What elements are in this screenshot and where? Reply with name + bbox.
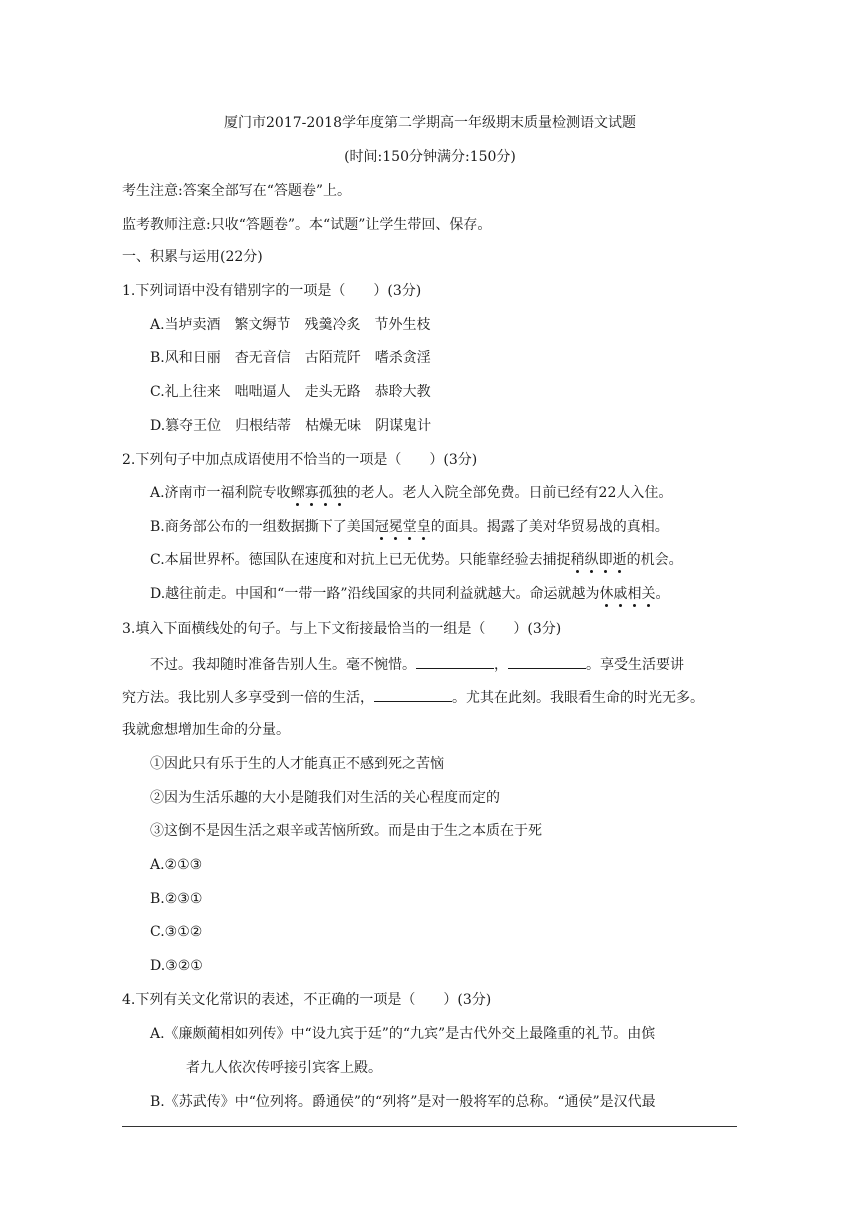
q3-option-a: A.②①③ (150, 857, 203, 873)
q1-option-c: C.礼上往来 咄咄逼人 走头无路 恭聆大教 (150, 384, 431, 400)
dotted-char: 冠 (374, 519, 389, 535)
q2-option-d (150, 584, 670, 604)
dotted-char: 关 (641, 586, 656, 602)
q1-option-a: A.当垆卖酒 繁文缛节 残羹冷炙 节外生枝 (150, 317, 431, 333)
page-footer-rule (122, 1126, 737, 1127)
answer-blank-3 (374, 687, 452, 702)
q1-option-b: B.风和日丽 杳无音信 古陌荒阡 嗜杀贪淫 (150, 350, 431, 366)
q3-passage-line-3: 我就愈想增加生命的分量。 (122, 722, 290, 738)
dotted-char: 鳏 (290, 485, 305, 501)
option-text-post: 的机会。 (626, 552, 683, 568)
student-notice: 考生注意:答案全部写在“答题卷”上。 (122, 183, 352, 199)
dotted-char: 堂 (402, 519, 417, 535)
dotted-char: 稍 (570, 552, 585, 568)
dotted-char: 即 (598, 552, 613, 568)
option-text-post: 。 (655, 586, 670, 602)
exam-subtitle: (时间:150分钟满分:150分) (344, 149, 516, 165)
option-text-pre: A.济南市一福利院专收 (150, 485, 291, 501)
dotted-char: 纵 (584, 552, 599, 568)
dotted-char: 孤 (318, 485, 333, 501)
exam-title: 厦门市2017-2018学年度第二学期高一年级期末质量检测语文试题 (224, 115, 636, 131)
dotted-char: 皇 (416, 519, 431, 535)
q2-option-a (150, 483, 672, 503)
q4-option-a-line-2: 者九人依次传呼接引宾客上殿。 (186, 1060, 382, 1076)
q4-option-a-line-1: A.《廉颇蔺相如列传》中“设九宾于廷”的“九宾”是古代外交上最隆重的礼节。由傧 (150, 1026, 656, 1042)
q3-option-b: B.②③① (150, 891, 203, 907)
passage-text: ， (494, 657, 508, 673)
question-3-stem: 3.填入下面横线处的句子。与上下文衔接最恰当的一组是（ ）(3分) (122, 621, 562, 637)
dotted-char: 休 (599, 586, 614, 602)
answer-blank-2 (508, 654, 586, 669)
q3-item-1: ①因此只有乐于生的人才能真正不感到死之苦恼 (150, 756, 444, 772)
q3-option-d: D.③②① (150, 958, 203, 974)
q2-option-b (150, 517, 669, 537)
option-text-post: 的面具。揭露了美对华贸易战的真相。 (430, 519, 669, 535)
option-text-pre: D.越往前走。中国和“一带一路”沿线国家的共同利益就越大。命运就越为 (150, 586, 600, 602)
passage-text: 。享受生活要讲 (586, 657, 684, 673)
section-heading: 一、积累与运用(22分) (122, 249, 263, 265)
option-text-post: 的老人。老人入院全部免费。日前已经有22人入住。 (346, 485, 673, 501)
q4-option-b-line-1: B.《苏武传》中“位列将。爵通侯”的“列将”是对一般将军的总称。“通侯”是汉代最 (150, 1094, 656, 1110)
option-text-pre: B.商务部公布的一组数据撕下了美国 (150, 519, 375, 535)
teacher-notice: 监考教师注意:只收“答题卷”。本“试题”让学生带回、保存。 (122, 217, 492, 233)
q3-option-c: C.③①② (150, 924, 203, 940)
dotted-char: 相 (627, 586, 642, 602)
q3-passage-line-1 (150, 654, 684, 675)
question-4-stem: 4.下列有关文化常识的表述，不正确的一项是（ ）(3分) (122, 992, 492, 1008)
dotted-char: 冕 (388, 519, 403, 535)
dotted-char: 戚 (613, 586, 628, 602)
passage-text: 。尤其在此刻。我眼看生命的时光无多。 (452, 690, 704, 706)
dotted-char: 独 (332, 485, 347, 501)
q3-item-2: ②因为生活乐趣的大小是随我们对生活的关心程度而定的 (150, 790, 500, 806)
q1-option-d: D.篡夺王位 归根结蒂 枯燥无味 阴谋鬼计 (150, 418, 432, 434)
option-text-pre: C.本届世界杯。德国队在速度和对抗上已无优势。只能靠经验去捕捉 (150, 552, 571, 568)
question-1-stem: 1.下列词语中没有错别字的一项是（ ）(3分) (122, 283, 422, 299)
dotted-char: 逝 (612, 552, 627, 568)
q3-item-3: ③这倒不是因生活之艰辛或苦恼所致。而是由于生之本质在于死 (150, 823, 542, 839)
passage-text: 不过。我却随时准备告别人生。毫不惋惜。 (150, 657, 416, 673)
dotted-char: 寡 (304, 485, 319, 501)
q3-passage-line-2 (122, 687, 704, 708)
answer-blank-1 (416, 654, 494, 669)
question-2-stem: 2.下列句子中加点成语使用不恰当的一项是（ ）(3分) (122, 452, 478, 468)
q2-option-c (150, 550, 683, 570)
passage-text: 究方法。我比别人多享受到一倍的生活， (122, 690, 374, 706)
